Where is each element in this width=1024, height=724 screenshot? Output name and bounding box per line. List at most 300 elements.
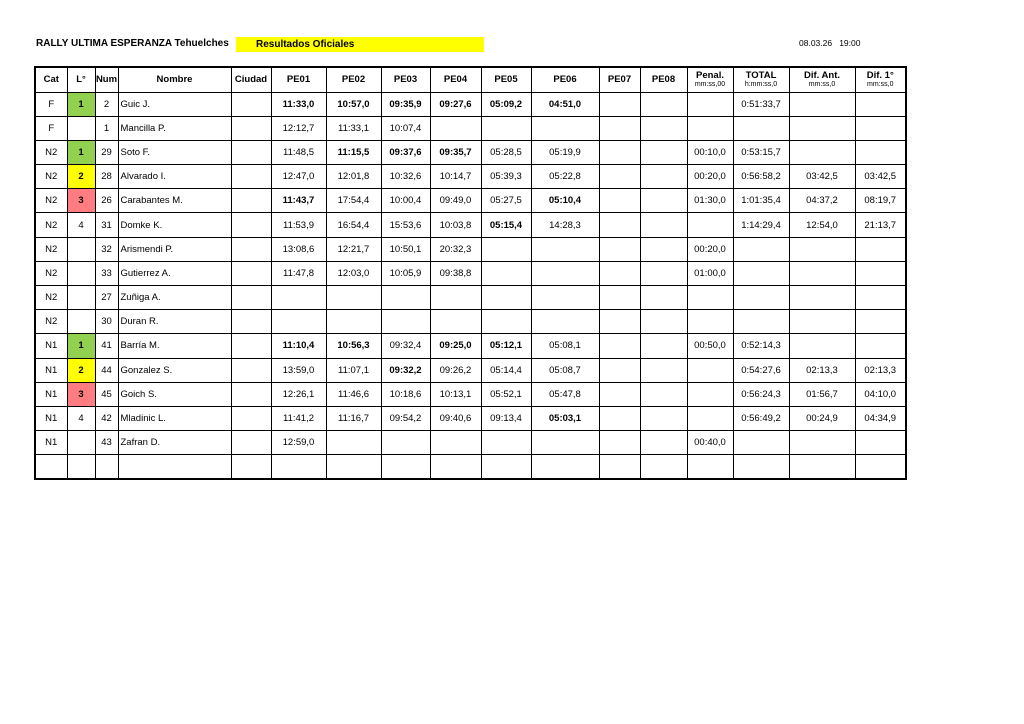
stage-time-cell xyxy=(481,431,531,455)
stage-time-cell xyxy=(599,261,640,285)
stage-time-cell: 10:18,6 xyxy=(381,382,430,406)
stage-time-cell xyxy=(599,237,640,261)
stage-time-cell xyxy=(481,237,531,261)
stage-time-cell: 05:22,8 xyxy=(531,165,599,189)
stage-time-cell xyxy=(430,116,481,140)
stage-time-cell: 05:14,4 xyxy=(481,358,531,382)
diff-previous-cell xyxy=(789,92,855,116)
diff-previous-cell: 02:13,3 xyxy=(789,358,855,382)
diff-first-cell xyxy=(855,261,906,285)
stage-time-cell xyxy=(599,431,640,455)
stage-time-cell xyxy=(531,261,599,285)
city-cell xyxy=(231,261,271,285)
stage-time-cell xyxy=(430,431,481,455)
stage-time-cell: 12:47,0 xyxy=(271,165,326,189)
stage-time-cell xyxy=(599,358,640,382)
position-cell xyxy=(67,237,95,261)
diff-previous-cell xyxy=(789,140,855,164)
column-header xyxy=(687,67,733,92)
column-header xyxy=(118,67,231,92)
driver-name-cell: Mancilla P. xyxy=(118,116,231,140)
table-row xyxy=(35,237,906,261)
stage-time-cell: 04:51,0 xyxy=(531,92,599,116)
diff-first-cell: 03:42,5 xyxy=(855,165,906,189)
stage-time-cell xyxy=(599,213,640,237)
diff-first-cell xyxy=(855,334,906,358)
driver-name-cell: Zuñiga A. xyxy=(118,286,231,310)
column-header-label: PE02 xyxy=(341,74,366,86)
column-header xyxy=(95,67,118,92)
position-cell: 1 xyxy=(67,140,95,164)
penalty-cell: 01:00,0 xyxy=(687,261,733,285)
column-header xyxy=(599,67,640,92)
position-cell: 1 xyxy=(67,92,95,116)
diff-previous-cell xyxy=(789,455,855,479)
stage-time-cell xyxy=(599,455,640,479)
stage-time-cell: 15:53,6 xyxy=(381,213,430,237)
stage-time-cell: 10:05,9 xyxy=(381,261,430,285)
diff-previous-cell: 12:54,0 xyxy=(789,213,855,237)
city-cell xyxy=(231,116,271,140)
total-time-cell: 0:53:15,7 xyxy=(733,140,789,164)
stage-time-cell xyxy=(640,116,687,140)
column-header-label: PE06 xyxy=(553,74,577,86)
penalty-cell xyxy=(687,116,733,140)
total-time-cell xyxy=(733,237,789,261)
position-cell xyxy=(67,286,95,310)
number-cell: 28 xyxy=(95,165,118,189)
diff-first-cell xyxy=(855,92,906,116)
total-time-cell: 1:14:29,4 xyxy=(733,213,789,237)
number-cell: 30 xyxy=(95,310,118,334)
number-cell: 41 xyxy=(95,334,118,358)
stage-time-cell xyxy=(599,165,640,189)
number-cell: 45 xyxy=(95,382,118,406)
penalty-cell: 00:50,0 xyxy=(687,334,733,358)
position-cell xyxy=(67,261,95,285)
city-cell xyxy=(231,406,271,430)
stage-time-cell xyxy=(640,286,687,310)
total-time-cell xyxy=(733,286,789,310)
stage-time-cell xyxy=(640,237,687,261)
stage-time-cell xyxy=(481,310,531,334)
stage-time-cell: 10:13,1 xyxy=(430,382,481,406)
report-time: 19:00 xyxy=(839,38,861,48)
category-cell: N1 xyxy=(35,358,67,382)
stage-time-cell: 09:25,0 xyxy=(430,334,481,358)
number-cell: 32 xyxy=(95,237,118,261)
diff-first-cell: 21:13,7 xyxy=(855,213,906,237)
number-cell: 1 xyxy=(95,116,118,140)
city-cell xyxy=(231,213,271,237)
stage-time-cell: 05:52,1 xyxy=(481,382,531,406)
stage-time-cell xyxy=(271,455,326,479)
stage-time-cell: 05:09,2 xyxy=(481,92,531,116)
diff-first-cell: 02:13,3 xyxy=(855,358,906,382)
results-banner: Resultados Oficiales xyxy=(236,37,484,52)
category-cell: N2 xyxy=(35,213,67,237)
position-cell: 3 xyxy=(67,189,95,213)
driver-name-cell: Soto F. xyxy=(118,140,231,164)
city-cell xyxy=(231,237,271,261)
stage-time-cell: 10:50,1 xyxy=(381,237,430,261)
stage-time-cell: 11:07,1 xyxy=(326,358,381,382)
city-cell xyxy=(231,382,271,406)
stage-time-cell: 12:12,7 xyxy=(271,116,326,140)
stage-time-cell: 11:33,0 xyxy=(271,92,326,116)
stage-time-cell: 10:32,6 xyxy=(381,165,430,189)
column-header-label: Dif. 1° xyxy=(866,70,894,82)
stage-time-cell xyxy=(481,261,531,285)
stage-time-cell: 12:21,7 xyxy=(326,237,381,261)
diff-first-cell xyxy=(855,431,906,455)
total-time-cell: 1:01:35,4 xyxy=(733,189,789,213)
penalty-cell xyxy=(687,382,733,406)
position-cell xyxy=(67,431,95,455)
stage-time-cell xyxy=(599,286,640,310)
column-header xyxy=(855,67,906,92)
diff-first-cell: 08:19,7 xyxy=(855,189,906,213)
stage-time-cell xyxy=(640,140,687,164)
stage-time-cell: 05:39,3 xyxy=(481,165,531,189)
stage-time-cell xyxy=(326,431,381,455)
driver-name-cell: Domke K. xyxy=(118,213,231,237)
stage-time-cell xyxy=(640,261,687,285)
diff-previous-cell xyxy=(789,310,855,334)
penalty-cell xyxy=(687,455,733,479)
diff-previous-cell: 03:42,5 xyxy=(789,165,855,189)
column-header-label: Penal. xyxy=(696,70,724,82)
total-time-cell xyxy=(733,261,789,285)
position-cell xyxy=(67,116,95,140)
driver-name-cell: Alvarado I. xyxy=(118,165,231,189)
table-body xyxy=(35,92,906,479)
diff-previous-cell xyxy=(789,116,855,140)
driver-name-cell: Zafran D. xyxy=(118,431,231,455)
stage-time-cell: 05:10,4 xyxy=(531,189,599,213)
stage-time-cell xyxy=(599,310,640,334)
column-header xyxy=(35,67,67,92)
category-cell: N2 xyxy=(35,189,67,213)
diff-first-cell: 04:10,0 xyxy=(855,382,906,406)
position-cell: 4 xyxy=(67,406,95,430)
column-header-label: PE03 xyxy=(393,74,418,86)
stage-time-cell: 13:59,0 xyxy=(271,358,326,382)
number-cell: 2 xyxy=(95,92,118,116)
category-cell: N1 xyxy=(35,406,67,430)
stage-time-cell: 09:26,2 xyxy=(430,358,481,382)
stage-time-cell: 05:03,1 xyxy=(531,406,599,430)
column-header-label: Ciudad xyxy=(234,74,268,86)
stage-time-cell: 09:27,6 xyxy=(430,92,481,116)
stage-time-cell xyxy=(481,116,531,140)
stage-time-cell xyxy=(381,310,430,334)
penalty-cell: 00:20,0 xyxy=(687,237,733,261)
driver-name-cell: Guic J. xyxy=(118,92,231,116)
number-cell: 43 xyxy=(95,431,118,455)
stage-time-cell: 05:27,5 xyxy=(481,189,531,213)
stage-time-cell: 09:35,9 xyxy=(381,92,430,116)
stage-time-cell xyxy=(599,382,640,406)
city-cell xyxy=(231,165,271,189)
total-time-cell: 0:56:24,3 xyxy=(733,382,789,406)
stage-time-cell: 11:41,2 xyxy=(271,406,326,430)
stage-time-cell xyxy=(531,286,599,310)
column-header xyxy=(381,67,430,92)
rally-title: RALLY ULTIMA ESPERANZA Tehuelches xyxy=(36,38,229,49)
stage-time-cell xyxy=(531,116,599,140)
driver-name-cell: Gutierrez A. xyxy=(118,261,231,285)
stage-time-cell xyxy=(271,310,326,334)
penalty-cell xyxy=(687,406,733,430)
number-cell: 44 xyxy=(95,358,118,382)
column-header-label: PE07 xyxy=(607,74,632,86)
penalty-cell xyxy=(687,92,733,116)
stage-time-cell: 12:26,1 xyxy=(271,382,326,406)
stage-time-cell: 09:40,6 xyxy=(430,406,481,430)
total-time-cell: 0:52:14,3 xyxy=(733,334,789,358)
driver-name-cell: Carabantes M. xyxy=(118,189,231,213)
stage-time-cell xyxy=(599,406,640,430)
category-cell: N2 xyxy=(35,165,67,189)
stage-time-cell: 05:19,9 xyxy=(531,140,599,164)
column-header xyxy=(640,67,687,92)
stage-time-cell xyxy=(640,406,687,430)
stage-time-cell xyxy=(640,334,687,358)
stage-time-cell: 20:32,3 xyxy=(430,237,481,261)
stage-time-cell: 11:53,9 xyxy=(271,213,326,237)
stage-time-cell: 10:14,7 xyxy=(430,165,481,189)
stage-time-cell: 10:00,4 xyxy=(381,189,430,213)
table-row xyxy=(35,165,906,189)
driver-name-cell: Gonzalez S. xyxy=(118,358,231,382)
category-cell: N2 xyxy=(35,261,67,285)
city-cell xyxy=(231,286,271,310)
category-cell: N2 xyxy=(35,310,67,334)
column-header-label: Cat xyxy=(43,74,59,86)
stage-time-cell xyxy=(531,310,599,334)
column-header-label: Nombre xyxy=(156,74,193,86)
stage-time-cell xyxy=(481,286,531,310)
diff-previous-cell: 00:24,9 xyxy=(789,406,855,430)
stage-time-cell: 09:49,0 xyxy=(430,189,481,213)
table-row xyxy=(35,189,906,213)
column-header xyxy=(326,67,381,92)
table-header-row xyxy=(35,67,906,92)
stage-time-cell: 14:28,3 xyxy=(531,213,599,237)
total-time-cell xyxy=(733,310,789,334)
column-header xyxy=(789,67,855,92)
category-cell xyxy=(35,455,67,479)
position-cell: 3 xyxy=(67,382,95,406)
column-header-unit: mm:ss,0 xyxy=(867,81,894,89)
category-cell: N2 xyxy=(35,286,67,310)
position-cell: 2 xyxy=(67,358,95,382)
stage-time-cell: 11:16,7 xyxy=(326,406,381,430)
position-cell: 4 xyxy=(67,213,95,237)
city-cell xyxy=(231,140,271,164)
stage-time-cell xyxy=(640,431,687,455)
table-row xyxy=(35,334,906,358)
diff-first-cell xyxy=(855,455,906,479)
table-row xyxy=(35,382,906,406)
stage-time-cell: 10:03,8 xyxy=(430,213,481,237)
total-time-cell: 0:56:58,2 xyxy=(733,165,789,189)
stage-time-cell: 11:15,5 xyxy=(326,140,381,164)
stage-time-cell xyxy=(599,189,640,213)
column-header-label: PE08 xyxy=(651,74,676,86)
category-cell: N1 xyxy=(35,382,67,406)
position-cell xyxy=(67,310,95,334)
diff-previous-cell xyxy=(789,261,855,285)
stage-time-cell: 11:46,6 xyxy=(326,382,381,406)
stage-time-cell: 09:32,2 xyxy=(381,358,430,382)
diff-previous-cell xyxy=(789,286,855,310)
stage-time-cell xyxy=(640,358,687,382)
city-cell xyxy=(231,358,271,382)
stage-time-cell xyxy=(430,310,481,334)
stage-time-cell: 12:01,8 xyxy=(326,165,381,189)
total-time-cell xyxy=(733,455,789,479)
stage-time-cell: 05:08,1 xyxy=(531,334,599,358)
penalty-cell: 00:10,0 xyxy=(687,140,733,164)
table-row xyxy=(35,310,906,334)
penalty-cell: 00:20,0 xyxy=(687,165,733,189)
diff-previous-cell: 04:37,2 xyxy=(789,189,855,213)
stage-time-cell: 13:08,6 xyxy=(271,237,326,261)
stage-time-cell: 05:47,8 xyxy=(531,382,599,406)
diff-first-cell xyxy=(855,286,906,310)
column-header-label: Dif. Ant. xyxy=(803,70,841,82)
penalty-cell: 00:40,0 xyxy=(687,431,733,455)
total-time-cell xyxy=(733,431,789,455)
stage-time-cell: 11:33,1 xyxy=(326,116,381,140)
number-cell: 27 xyxy=(95,286,118,310)
driver-name-cell: Arismendi P. xyxy=(118,237,231,261)
stage-time-cell xyxy=(271,286,326,310)
stage-time-cell: 05:12,1 xyxy=(481,334,531,358)
position-cell: 2 xyxy=(67,165,95,189)
total-time-cell xyxy=(733,116,789,140)
column-header-unit: h:mm:ss,0 xyxy=(744,81,778,89)
stage-time-cell: 16:54,4 xyxy=(326,213,381,237)
column-header xyxy=(231,67,271,92)
driver-name-cell: Barría M. xyxy=(118,334,231,358)
column-header xyxy=(733,67,789,92)
stage-time-cell xyxy=(531,455,599,479)
column-header xyxy=(271,67,326,92)
stage-time-cell xyxy=(381,431,430,455)
stage-time-cell: 09:38,8 xyxy=(430,261,481,285)
table-row xyxy=(35,140,906,164)
stage-time-cell: 09:37,6 xyxy=(381,140,430,164)
column-header-label: L° xyxy=(76,74,86,86)
stage-time-cell xyxy=(599,140,640,164)
stage-time-cell: 10:07,4 xyxy=(381,116,430,140)
stage-time-cell: 05:28,5 xyxy=(481,140,531,164)
stage-time-cell: 11:43,7 xyxy=(271,189,326,213)
stage-time-cell xyxy=(531,431,599,455)
stage-time-cell xyxy=(326,310,381,334)
category-cell: F xyxy=(35,92,67,116)
number-cell xyxy=(95,455,118,479)
diff-first-cell: 04:34,9 xyxy=(855,406,906,430)
results-table xyxy=(34,66,907,480)
stage-time-cell xyxy=(599,92,640,116)
column-header xyxy=(531,67,599,92)
city-cell xyxy=(231,334,271,358)
diff-previous-cell xyxy=(789,334,855,358)
stage-time-cell xyxy=(481,455,531,479)
stage-time-cell: 05:08,7 xyxy=(531,358,599,382)
diff-previous-cell xyxy=(789,431,855,455)
city-cell xyxy=(231,431,271,455)
report-datetime xyxy=(799,38,860,48)
category-cell: N2 xyxy=(35,237,67,261)
stage-time-cell xyxy=(326,286,381,310)
stage-time-cell xyxy=(640,92,687,116)
stage-time-cell: 09:54,2 xyxy=(381,406,430,430)
stage-time-cell: 05:15,4 xyxy=(481,213,531,237)
column-header-label: PE01 xyxy=(286,74,311,86)
number-cell: 26 xyxy=(95,189,118,213)
stage-time-cell: 12:03,0 xyxy=(326,261,381,285)
total-time-cell: 0:56:49,2 xyxy=(733,406,789,430)
city-cell xyxy=(231,455,271,479)
category-cell: N2 xyxy=(35,140,67,164)
category-cell: F xyxy=(35,116,67,140)
column-header-label: PE05 xyxy=(494,74,518,86)
position-cell: 1 xyxy=(67,334,95,358)
stage-time-cell: 09:13,4 xyxy=(481,406,531,430)
diff-previous-cell xyxy=(789,237,855,261)
report-date: 08.03.26 xyxy=(799,38,833,48)
stage-time-cell xyxy=(599,116,640,140)
stage-time-cell xyxy=(430,455,481,479)
column-header-label: PE04 xyxy=(443,74,468,86)
column-header xyxy=(67,67,95,92)
number-cell: 29 xyxy=(95,140,118,164)
table-row xyxy=(35,455,906,479)
penalty-cell xyxy=(687,358,733,382)
city-cell xyxy=(231,92,271,116)
stage-time-cell xyxy=(381,286,430,310)
stage-time-cell xyxy=(640,165,687,189)
stage-time-cell: 11:10,4 xyxy=(271,334,326,358)
stage-time-cell xyxy=(640,213,687,237)
stage-time-cell xyxy=(640,382,687,406)
penalty-cell xyxy=(687,286,733,310)
table-row xyxy=(35,261,906,285)
driver-name-cell: Duran R. xyxy=(118,310,231,334)
category-cell: N1 xyxy=(35,334,67,358)
stage-time-cell xyxy=(640,455,687,479)
column-header-unit: mm:ss,00 xyxy=(694,81,726,89)
table-row xyxy=(35,431,906,455)
table-row xyxy=(35,92,906,116)
number-cell: 31 xyxy=(95,213,118,237)
stage-time-cell xyxy=(531,237,599,261)
stage-time-cell: 09:32,4 xyxy=(381,334,430,358)
stage-time-cell: 17:54,4 xyxy=(326,189,381,213)
total-time-cell: 0:51:33,7 xyxy=(733,92,789,116)
diff-first-cell xyxy=(855,237,906,261)
diff-first-cell xyxy=(855,310,906,334)
column-header-label: Num xyxy=(95,74,118,86)
stage-time-cell: 12:59,0 xyxy=(271,431,326,455)
stage-time-cell: 10:57,0 xyxy=(326,92,381,116)
column-header xyxy=(481,67,531,92)
